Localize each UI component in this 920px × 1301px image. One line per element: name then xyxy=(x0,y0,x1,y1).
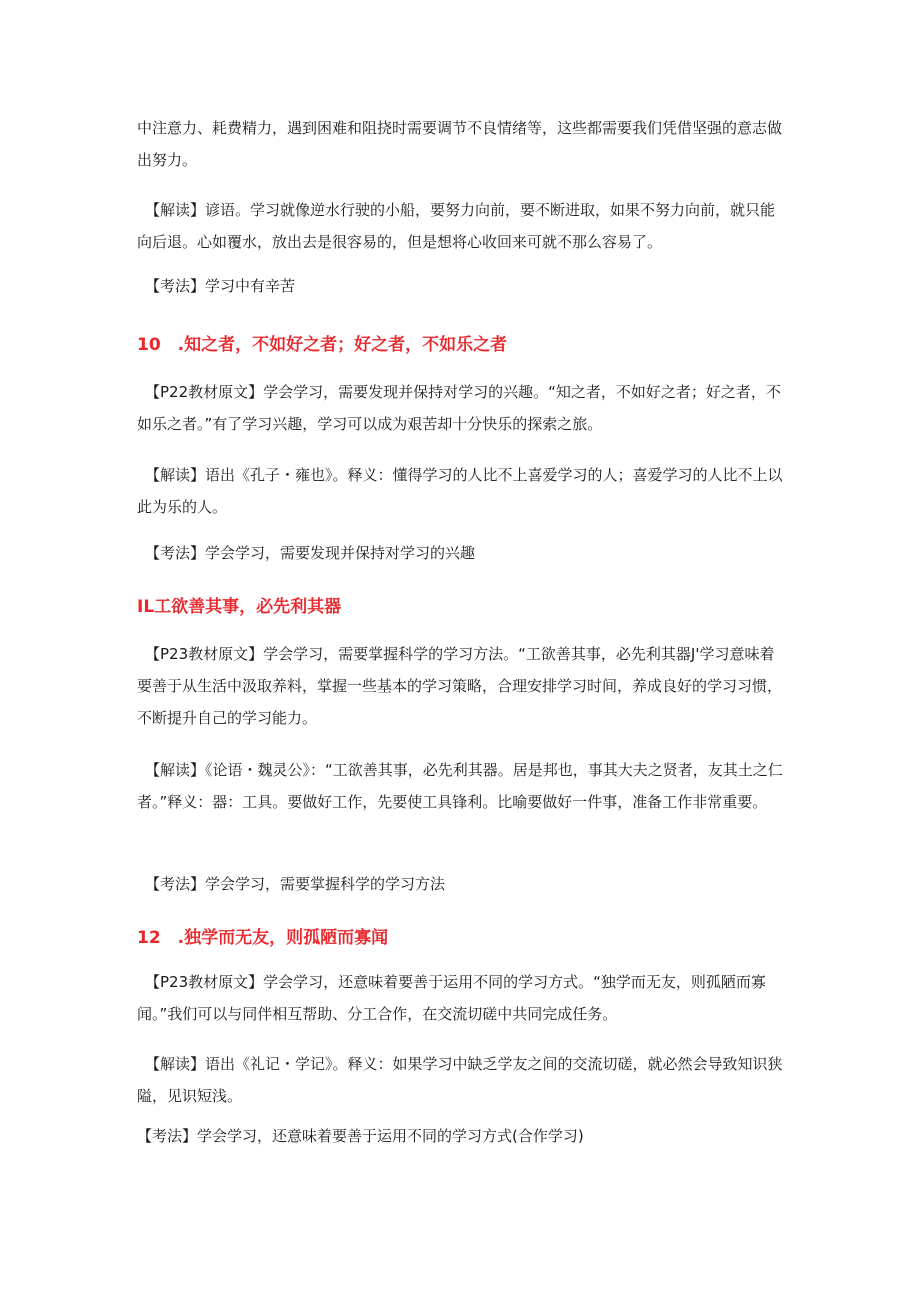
paragraph-exam-point-12: 【考法】学会学习，还意味着要善于运用不同的学习方式(合作学习) xyxy=(137,1127,584,1145)
paragraph-textbook-11: 【P23教材原文】学会学习，需要掌握科学的学习方法。“工欲善其事，必先利其器J'学习意味着要善于从生活中汲取养料，掌握一些基本的学习策略，合理安排学习时间，养成良好的学习习惯，不断提升自己的学习能力。 xyxy=(137,645,783,727)
paragraph-exam-point-11: 【考法】学会学习，需要掌握科学的学习方法 xyxy=(145,875,446,893)
paragraph-interpretation-10: 【解读】语出《孔子・雍也》。释义：懂得学习的人比不上喜爱学习的人；喜爱学习的人比不上以此为乐的人。 xyxy=(137,466,783,516)
section-heading-11: IL工欲善其事，必先利其器 xyxy=(137,597,342,617)
paragraph-continued-text: 中注意力、耗费精力，遇到困难和阻挠时需要调节不良情绪等，这些都需要我们凭借坚强的意志做出努力。 xyxy=(137,119,783,169)
paragraph-exam-point-10: 【考法】学会学习，需要发现并保持对学习的兴趣 xyxy=(145,544,476,562)
paragraph-interpretation-12: 【解读】语出《礼记・学记》。释义：如果学习中缺乏学友之间的交流切磋，就必然会导致知识狭隘，见识短浅。 xyxy=(137,1055,783,1105)
section-heading-12: 12 .独学而无友，则孤陋而寡闻 xyxy=(137,928,389,948)
paragraph-interpretation-11: 【解读】《论语・魏灵公》：“工欲善其事，必先利其器。居是邦也，事其大夫之贤者，友其土之仁者。”释义：器：工具。要做好工作，先要使工具锋利。比喻要做好一件事，准备工作非常重要。 xyxy=(137,761,783,811)
paragraph-interpretation-9: 【解读】谚语。学习就像逆水行驶的小船，要努力向前，要不断进取，如果不努力向前，就只能向后退。心如覆水，放出去是很容易的，但是想将心收回来可就不那么容易了。 xyxy=(137,201,776,251)
section-heading-10: 10 .知之者，不如好之者；好之者，不如乐之者 xyxy=(137,335,508,355)
paragraph-exam-point-9: 【考法】学习中有辛苦 xyxy=(145,277,296,295)
paragraph-textbook-12: 【P23教材原文】学会学习，还意味着要善于运用不同的学习方式。“独学而无友，则孤陋而寡闻。”我们可以与同伴相互帮助、分工合作，在交流切磋中共同完成任务。 xyxy=(137,973,766,1023)
paragraph-textbook-10: 【P22教材原文】学会学习，需要发现并保持对学习的兴趣。“知之者，不如好之者；好之者，不如乐之者。”有了学习兴趣，学习可以成为艰苦却十分快乐的探索之旅。 xyxy=(137,383,781,433)
